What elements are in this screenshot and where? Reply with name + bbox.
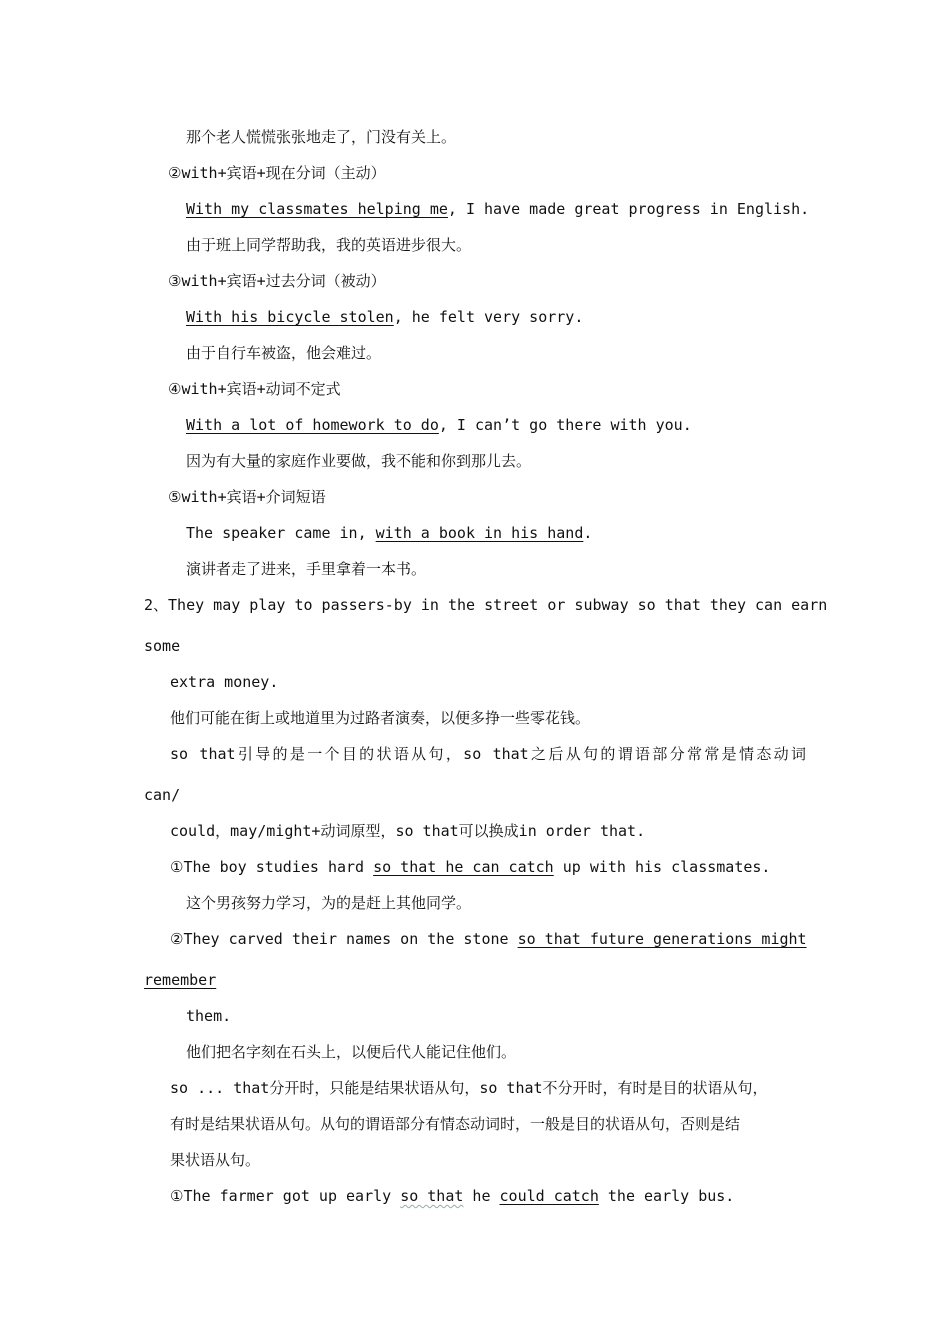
underlined-phrase: could catch [499,1187,599,1205]
example-sentence [186,307,583,327]
text-segment: 这个男孩努力学习，为的是赶上其他同学。 [186,894,472,912]
text-segment: 他们把名字刻在石头上，以便后代人能记住他们。 [186,1043,517,1061]
translation-line [186,451,531,471]
underlined-phrase: remember [144,971,217,989]
text-segment: , I have made great progress in English. [447,200,810,218]
text-segment: ③with+宾语+过去分词（被动） [168,272,386,290]
text-segment: ①The farmer got up early [170,1187,401,1205]
heading-with-past-participle [168,271,386,291]
text-segment: 他们可能在街上或地道里为过路者演奏，以便多挣一些零花钱。 [170,709,591,727]
explanation-line [170,1150,260,1170]
text-segment: 2、They may play to passers-by in the street or subway so that they can earn [144,596,828,614]
text-segment: 因为有大量的家庭作业要做，我不能和你到那儿去。 [186,452,532,470]
translation-line [186,559,426,579]
underlined-phrase: so that he can catch [373,858,554,876]
underlined-phrase: so that future generations might [517,930,807,948]
underlined-phrase: With my classmates helping me [186,200,448,218]
text-segment: so ... that分开时，只能是结果状语从句，so that不分开时，有时是目的状语从句， [170,1079,768,1097]
text-line [144,785,180,805]
translation-line [186,343,381,363]
explanation-line [170,1078,768,1098]
heading-with-infinitive [168,379,341,399]
text-segment: The speaker came in, [186,524,376,542]
text-segment: up with his classmates. [553,858,771,876]
explanation-line [170,821,645,841]
text-line [186,127,456,147]
underlined-phrase: With a lot of homework to do [186,416,439,434]
text-segment: them. [186,1007,232,1025]
text-segment: , I can’t go there with you. [438,416,692,434]
example-sentence [170,929,806,949]
explanation-line [170,1114,740,1134]
text-segment: could，may/might+动词原型，so that可以换成in order that. [170,822,646,840]
example-sentence [186,199,809,219]
text-segment: so that引导的是一个目的状语从句，so that之后从句的谓语部分常常是情态动词 [170,745,806,763]
text-segment: 有时是结果状语从句。从句的谓语部分有情态动词时，一般是目的状语从句，否则是结 [170,1115,741,1133]
text-segment: 果状语从句。 [170,1151,261,1169]
text-segment: ①The boy studies hard [170,858,374,876]
text-segment: ②with+宾语+现在分词（主动） [168,164,386,182]
text-segment: extra money. [170,673,279,691]
example-sentence [170,1186,734,1206]
example-sentence [186,415,692,435]
translation-line [186,1042,516,1062]
underlined-phrase: With his bicycle stolen [186,308,394,326]
text-segment: 由于班上同学帮助我，我的英语进步很大。 [186,236,472,254]
translation-line [186,235,471,255]
text-segment: 那个老人慌慌张张地走了，门没有关上。 [186,128,457,146]
example-sentence [186,523,592,543]
underlined-phrase: with a book in his hand [375,524,584,542]
text-segment: the early bus. [598,1187,735,1205]
text-segment: can/ [144,786,181,804]
text-segment: ⑤with+宾语+介词短语 [168,488,326,506]
text-segment: ②They carved their names on the stone [170,930,518,948]
translation-line [170,708,590,728]
text-segment: ④with+宾语+动词不定式 [168,380,341,398]
text-segment: he [463,1187,500,1205]
text-segment: . [583,524,593,542]
text-segment: 由于自行车被盗，他会难过。 [186,344,382,362]
text-segment: 演讲者走了进来，手里拿着一本书。 [186,560,427,578]
wavy-underlined-phrase: so that [400,1187,464,1205]
translation-line [186,893,471,913]
text-segment: some [144,637,181,655]
text-line [170,672,278,692]
text-line [144,636,180,656]
heading-with-prepositional-phrase [168,487,326,507]
text-line [144,970,216,990]
text-segment: , he felt very sorry. [393,308,584,326]
text-line [186,1006,231,1026]
point-2-sentence [144,595,828,615]
example-sentence [170,857,770,877]
explanation-line [170,744,806,764]
heading-with-present-participle [168,163,386,183]
